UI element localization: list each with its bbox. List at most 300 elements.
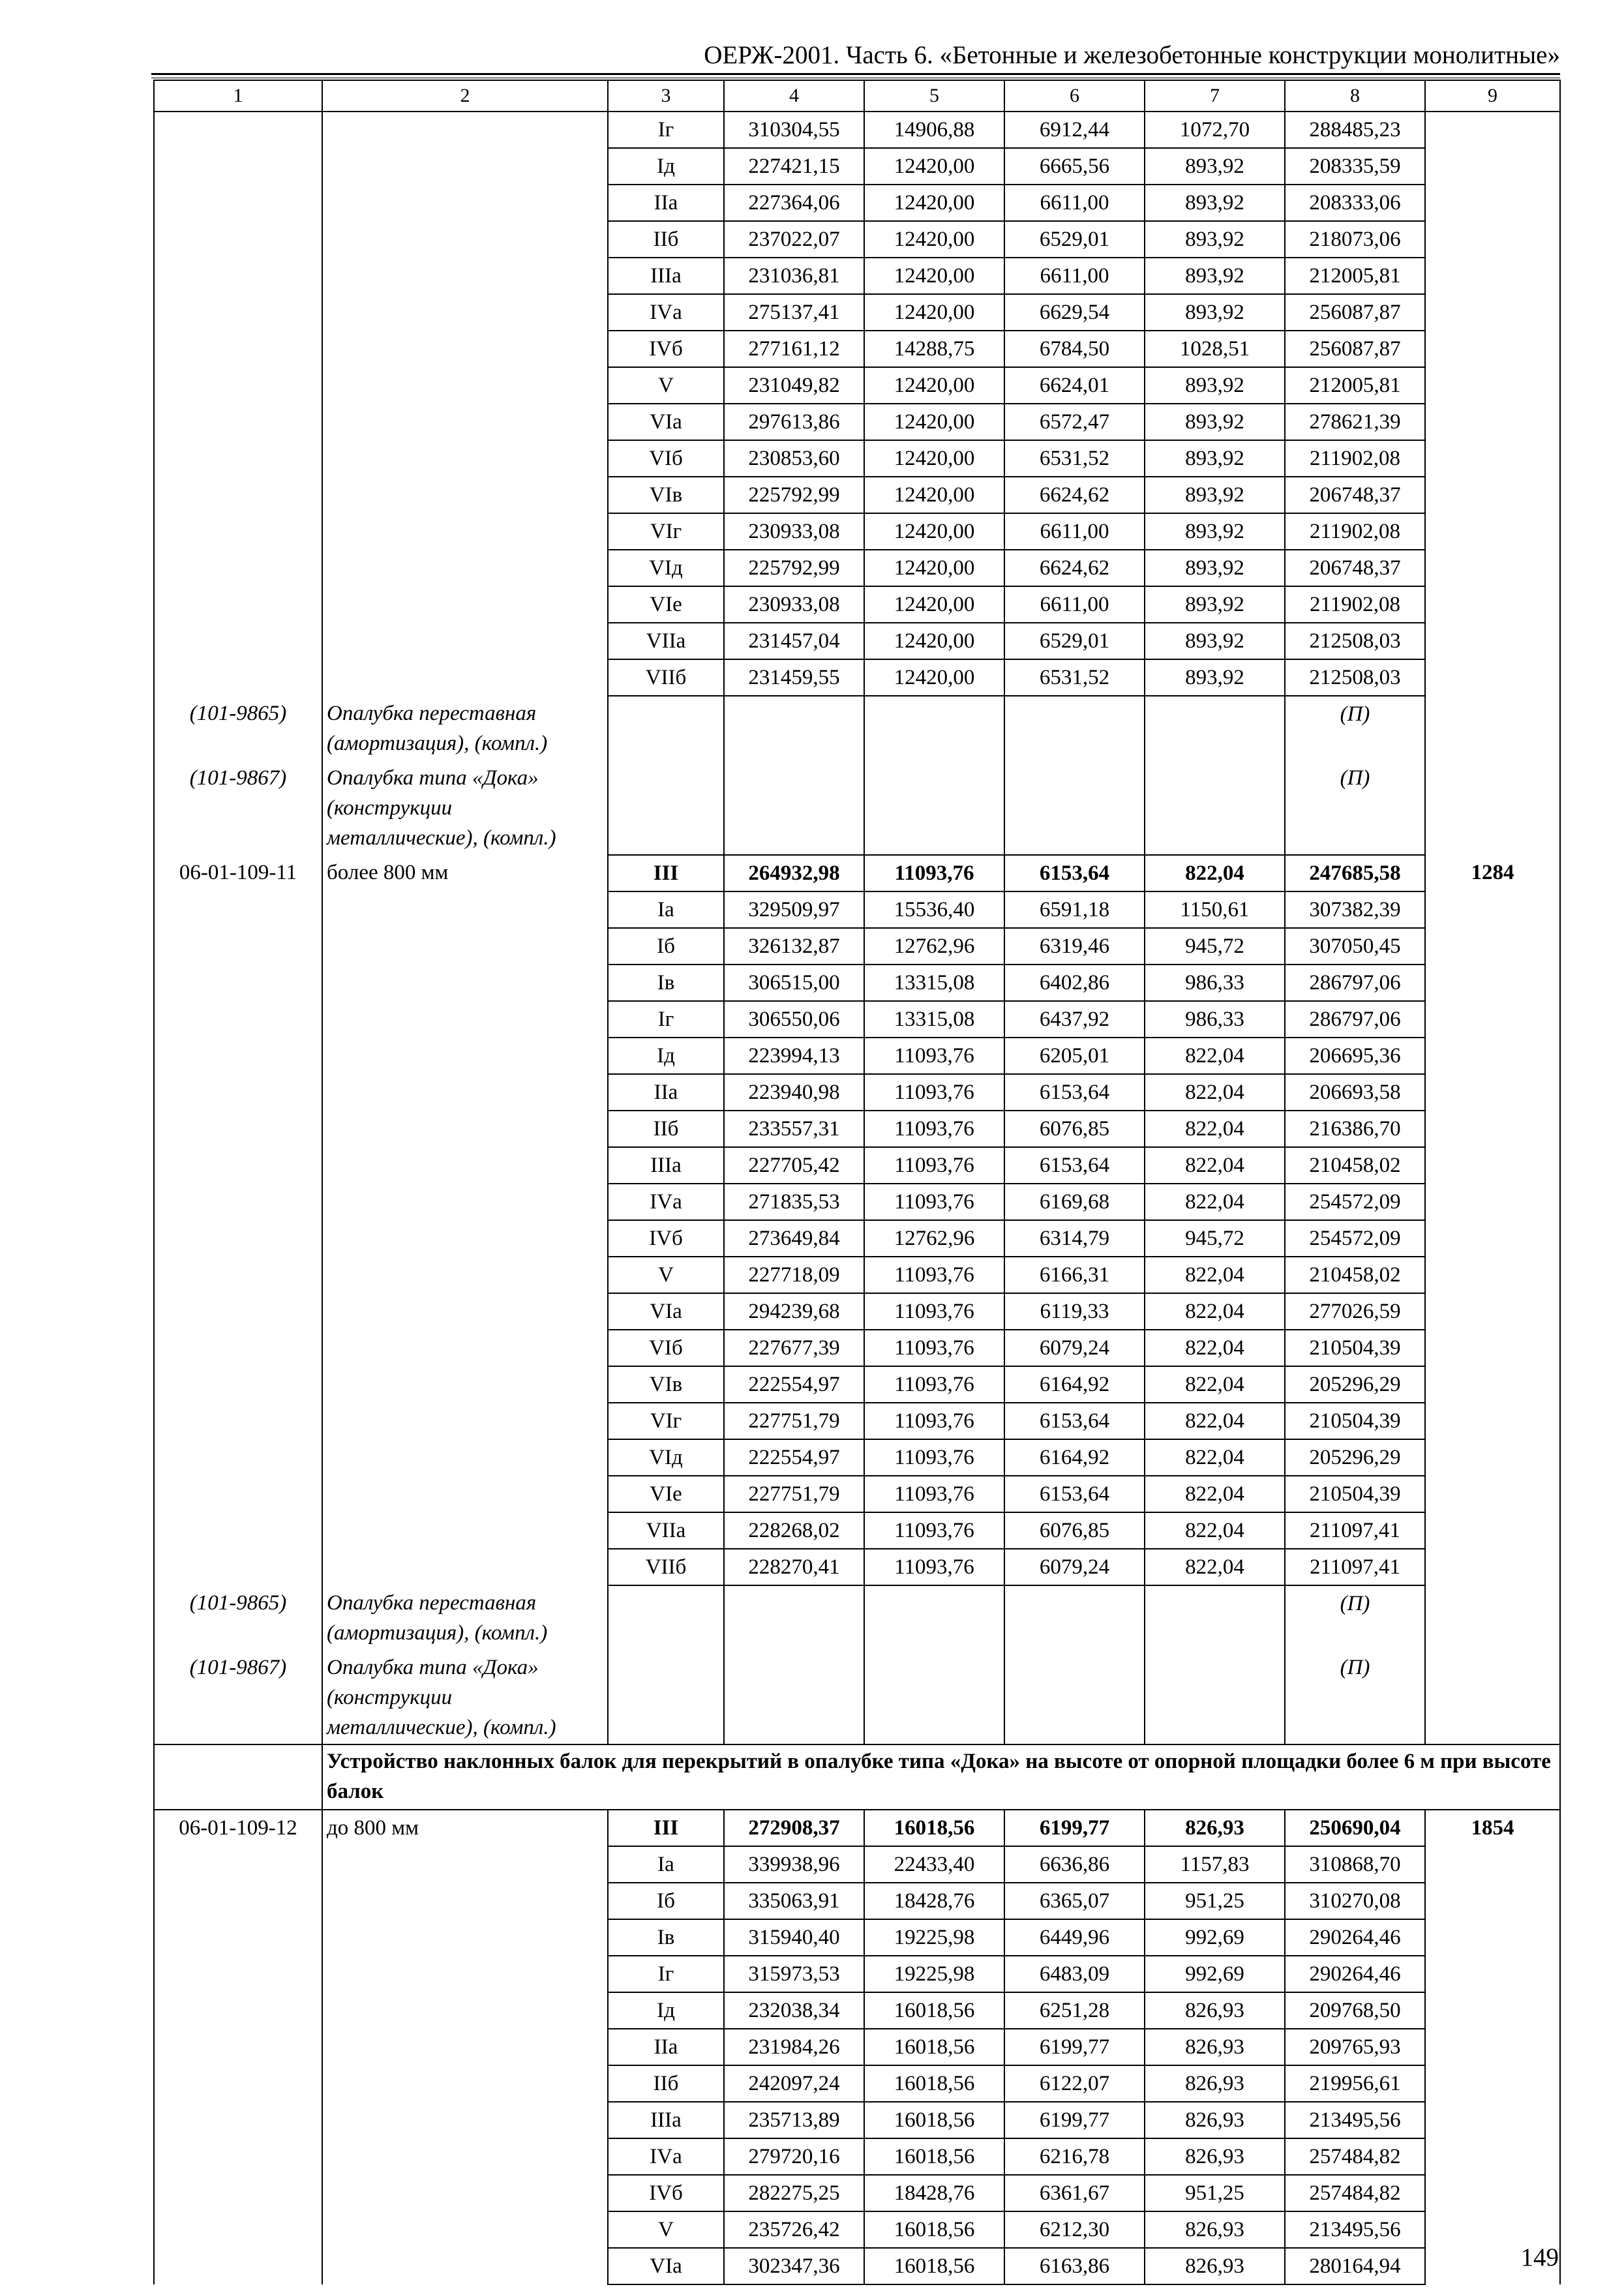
rate-code [154,623,322,659]
driver-wages-cell: 822,04 [1145,1038,1285,1074]
table-row [154,1220,1560,1257]
empty-cell [1425,1650,1560,1744]
wages-cell: 12420,00 [864,659,1004,696]
rate-code [154,1846,322,1883]
total-cost-cell: 282275,25 [724,2175,864,2211]
labor-cell [1425,1549,1560,1585]
driver-wages-cell: 822,04 [1145,1147,1285,1184]
wages-cell: 12420,00 [864,586,1004,623]
total-cost-cell: 227705,42 [724,1147,864,1184]
machine-cost-cell: 6153,64 [1004,1476,1145,1512]
empty-cell [864,1585,1004,1650]
zone-cell: VIIа [608,1512,724,1549]
column-number: 4 [724,80,864,112]
driver-wages-cell: 893,92 [1145,513,1285,550]
materials-cost-cell: 209765,93 [1285,2029,1425,2065]
materials-cost-cell: 205296,29 [1285,1366,1425,1403]
rate-code [154,2211,322,2248]
total-cost-cell: 231036,81 [724,258,864,294]
driver-wages-cell: 826,93 [1145,2138,1285,2175]
wages-cell: 11093,76 [864,1512,1004,1549]
table-row [154,586,1560,623]
zone-cell: VIе [608,586,724,623]
rate-code [154,659,322,696]
total-cost-cell: 225792,99 [724,550,864,586]
total-cost-cell: 310304,55 [724,112,864,148]
rate-description [322,1001,608,1038]
rate-description [322,440,608,477]
wages-cell: 11093,76 [864,1257,1004,1293]
machine-cost-cell: 6079,24 [1004,1330,1145,1366]
rate-description [322,1883,608,1919]
zone-cell: VIд [608,1439,724,1476]
empty-cell [1004,1650,1145,1744]
empty-cell [1004,1585,1145,1650]
rate-description [322,550,608,586]
wages-cell: 16018,56 [864,2211,1004,2248]
wages-cell: 14288,75 [864,331,1004,367]
table-row [154,367,1560,404]
materials-cost-cell: 212005,81 [1285,367,1425,404]
rate-description [322,659,608,696]
materials-cost-cell: 254572,09 [1285,1220,1425,1257]
total-cost-cell: 279720,16 [724,2138,864,2175]
empty-cell [154,1744,322,1810]
driver-wages-cell: 945,72 [1145,1220,1285,1257]
labor-cell [1425,294,1560,331]
table-row [154,2102,1560,2138]
table-row [154,294,1560,331]
driver-wages-cell: 822,04 [1145,1549,1285,1585]
resource-code: (101-9865) [154,696,322,760]
materials-cost-cell: 212508,03 [1285,623,1425,659]
rate-description [322,1476,608,1512]
driver-wages-cell: 893,92 [1145,477,1285,513]
wages-cell: 14906,88 [864,112,1004,148]
empty-cell [864,696,1004,760]
empty-cell [724,696,864,760]
total-cost-cell: 222554,97 [724,1439,864,1476]
driver-wages-cell: 822,04 [1145,1330,1285,1366]
rate-code [154,1330,322,1366]
header-rule [151,73,1560,75]
rate-code [154,258,322,294]
rate-code [154,367,322,404]
wages-cell: 16018,56 [864,2248,1004,2284]
rate-code: 06-01-109-11 [154,855,322,891]
wages-cell: 11093,76 [864,1439,1004,1476]
table-row [154,2248,1560,2284]
wages-cell: 11093,76 [864,1111,1004,1147]
zone-cell: Iд [608,1038,724,1074]
zone-cell: V [608,2211,724,2248]
labor-cell [1425,1956,1560,1992]
labor-cell [1425,2029,1560,2065]
rate-code [154,2175,322,2211]
driver-wages-cell: 986,33 [1145,1001,1285,1038]
table-row [154,1476,1560,1512]
wages-cell: 13315,08 [864,1001,1004,1038]
total-cost-cell: 222554,97 [724,1366,864,1403]
zone-cell: IVб [608,1220,724,1257]
rate-description [322,2138,608,2175]
table-row [154,1257,1560,1293]
wages-cell: 16018,56 [864,2138,1004,2175]
wages-cell: 12420,00 [864,550,1004,586]
driver-wages-cell: 822,04 [1145,1184,1285,1220]
machine-cost-cell: 6122,07 [1004,2065,1145,2102]
machine-cost-cell: 6402,86 [1004,965,1145,1001]
labor-cell [1425,1366,1560,1403]
rate-description [322,1038,608,1074]
machine-cost-cell: 6365,07 [1004,1883,1145,1919]
zone-cell: IVб [608,2175,724,2211]
zone-cell: IVа [608,294,724,331]
table-row [154,440,1560,477]
empty-cell [1145,760,1285,855]
zone-cell: IIIа [608,1147,724,1184]
rate-code [154,2102,322,2138]
empty-cell [1425,760,1560,855]
total-cost-cell: 223940,98 [724,1074,864,1111]
rate-description: до 800 мм [322,1810,608,1846]
table-row [154,1846,1560,1883]
machine-cost-cell: 6611,00 [1004,586,1145,623]
rate-code [154,1883,322,1919]
table-row [154,623,1560,659]
machine-cost-cell: 6153,64 [1004,1074,1145,1111]
labor-cell [1425,2175,1560,2211]
empty-cell [608,1585,724,1650]
resource-marker: (П) [1285,696,1425,760]
wages-cell: 12420,00 [864,221,1004,258]
resource-note-row [154,696,1560,760]
rate-code [154,1184,322,1220]
materials-cost-cell: 290264,46 [1285,1919,1425,1956]
machine-cost-cell: 6572,47 [1004,404,1145,440]
machine-cost-cell: 6119,33 [1004,1293,1145,1330]
wages-cell: 15536,40 [864,891,1004,928]
machine-cost-cell: 6624,62 [1004,477,1145,513]
zone-cell: III [608,855,724,891]
materials-cost-cell: 310868,70 [1285,1846,1425,1883]
zone-cell: V [608,1257,724,1293]
empty-cell [608,696,724,760]
table-row [154,965,1560,1001]
zone-cell: IVа [608,1184,724,1220]
wages-cell: 12420,00 [864,477,1004,513]
page-number: 149 [1520,2243,1559,2271]
driver-wages-cell: 893,92 [1145,294,1285,331]
table-row [154,112,1560,148]
rate-description [322,513,608,550]
table-row [154,891,1560,928]
zone-cell: VIе [608,1476,724,1512]
wages-cell: 19225,98 [864,1956,1004,1992]
rate-description [322,2175,608,2211]
rate-description [322,1293,608,1330]
total-cost-cell: 227677,39 [724,1330,864,1366]
column-number: 1 [154,80,322,112]
zone-cell: Iб [608,1883,724,1919]
total-cost-cell: 231457,04 [724,623,864,659]
materials-cost-cell: 212508,03 [1285,659,1425,696]
machine-cost-cell: 6163,86 [1004,2248,1145,2284]
rate-code [154,1919,322,1956]
rate-code [154,1549,322,1585]
labor-cell [1425,2211,1560,2248]
rate-code [154,1220,322,1257]
zone-cell: Iг [608,1001,724,1038]
machine-cost-cell: 6212,30 [1004,2211,1145,2248]
rate-description [322,623,608,659]
table-row [154,1147,1560,1184]
rate-description [322,367,608,404]
rate-code-row [154,855,1560,891]
labor-cell [1425,258,1560,294]
zone-cell: Iг [608,112,724,148]
empty-cell [864,1650,1004,1744]
driver-wages-cell: 992,69 [1145,1956,1285,1992]
materials-cost-cell: 256087,87 [1285,294,1425,331]
total-cost-cell: 227421,15 [724,148,864,185]
rate-description [322,1147,608,1184]
rate-code [154,1403,322,1439]
table-row [154,477,1560,513]
total-cost-cell: 273649,84 [724,1220,864,1257]
wages-cell: 16018,56 [864,2029,1004,2065]
rate-description [322,928,608,965]
machine-cost-cell: 6314,79 [1004,1220,1145,1257]
labor-cell [1425,1111,1560,1147]
table-row [154,331,1560,367]
total-cost-cell: 233557,31 [724,1111,864,1147]
machine-cost-cell: 6629,54 [1004,294,1145,331]
table-row [154,2175,1560,2211]
zone-cell: VIа [608,2248,724,2284]
empty-cell [1004,696,1145,760]
driver-wages-cell: 893,92 [1145,550,1285,586]
total-cost-cell: 302347,36 [724,2248,864,2284]
table-row [154,1366,1560,1403]
rate-code [154,2138,322,2175]
labor-cell [1425,1512,1560,1549]
wages-cell: 18428,76 [864,2175,1004,2211]
rate-code [154,294,322,331]
rate-description [322,1846,608,1883]
resource-code: (101-9867) [154,1650,322,1744]
rate-code: 06-01-109-12 [154,1810,322,1846]
driver-wages-cell: 893,92 [1145,185,1285,221]
wages-cell: 12762,96 [864,1220,1004,1257]
table-row [154,258,1560,294]
rate-description [322,1257,608,1293]
labor-cell [1425,440,1560,477]
wages-cell: 16018,56 [864,2102,1004,2138]
driver-wages-cell: 822,04 [1145,1293,1285,1330]
total-cost-cell: 277161,12 [724,331,864,367]
materials-cost-cell: 278621,39 [1285,404,1425,440]
machine-cost-cell: 6784,50 [1004,331,1145,367]
machine-cost-cell: 6636,86 [1004,1846,1145,1883]
labor-cell [1425,367,1560,404]
wages-cell: 12420,00 [864,513,1004,550]
machine-cost-cell: 6912,44 [1004,112,1145,148]
table-body [154,80,1560,2284]
rates-table [153,80,1561,2285]
labor-cell [1425,185,1560,221]
column-number: 2 [322,80,608,112]
table-row [154,1074,1560,1111]
total-cost-cell: 294239,68 [724,1293,864,1330]
driver-wages-cell: 893,92 [1145,440,1285,477]
rate-code [154,891,322,928]
total-cost-cell: 230933,08 [724,586,864,623]
rate-description [322,258,608,294]
driver-wages-cell: 986,33 [1145,965,1285,1001]
materials-cost-cell: 211902,08 [1285,440,1425,477]
labor-cell [1425,928,1560,965]
total-cost-cell: 237022,07 [724,221,864,258]
labor-cell [1425,477,1560,513]
rate-code [154,586,322,623]
rate-code [154,1147,322,1184]
total-cost-cell: 264932,98 [724,855,864,891]
driver-wages-cell: 992,69 [1145,1919,1285,1956]
wages-cell: 22433,40 [864,1846,1004,1883]
materials-cost-cell: 206693,58 [1285,1074,1425,1111]
labor-cell: 1854 [1425,1810,1560,1846]
materials-cost-cell: 277026,59 [1285,1293,1425,1330]
rate-description [322,294,608,331]
rate-code [154,1038,322,1074]
total-cost-cell: 223994,13 [724,1038,864,1074]
driver-wages-cell: 822,04 [1145,1476,1285,1512]
materials-cost-cell: 211902,08 [1285,513,1425,550]
materials-cost-cell: 213495,56 [1285,2211,1425,2248]
rate-code [154,112,322,148]
zone-cell: VIд [608,550,724,586]
labor-cell [1425,1992,1560,2029]
driver-wages-cell: 826,93 [1145,1992,1285,2029]
labor-cell [1425,1293,1560,1330]
zone-cell: IVа [608,2138,724,2175]
driver-wages-cell: 822,04 [1145,1111,1285,1147]
materials-cost-cell: 254572,09 [1285,1184,1425,1220]
resource-code: (101-9865) [154,1585,322,1650]
driver-wages-cell: 826,93 [1145,1810,1285,1846]
rate-code [154,2029,322,2065]
materials-cost-cell: 288485,23 [1285,112,1425,148]
labor-cell [1425,221,1560,258]
driver-wages-cell: 893,92 [1145,623,1285,659]
empty-cell [724,760,864,855]
labor-cell [1425,1038,1560,1074]
labor-cell [1425,1919,1560,1956]
materials-cost-cell: 210504,39 [1285,1330,1425,1366]
rate-description [322,2248,608,2284]
section-heading-row [154,1744,1560,1810]
column-number: 8 [1285,80,1425,112]
wages-cell: 11093,76 [864,855,1004,891]
materials-cost-cell: 250690,04 [1285,1810,1425,1846]
rate-description [322,1074,608,1111]
total-cost-cell: 242097,24 [724,2065,864,2102]
total-cost-cell: 329509,97 [724,891,864,928]
driver-wages-cell: 893,92 [1145,221,1285,258]
zone-cell: Iг [608,1956,724,1992]
rate-description [322,1512,608,1549]
rate-code [154,185,322,221]
resource-note-row [154,1650,1560,1744]
machine-cost-cell: 6611,00 [1004,185,1145,221]
total-cost-cell: 231459,55 [724,659,864,696]
driver-wages-cell: 893,92 [1145,404,1285,440]
materials-cost-cell: 208333,06 [1285,185,1425,221]
wages-cell: 11093,76 [864,1038,1004,1074]
rate-code [154,1956,322,1992]
table-row [154,148,1560,185]
wages-cell: 11093,76 [864,1403,1004,1439]
table-row [154,1883,1560,1919]
rate-description [322,1220,608,1257]
rate-description [322,1111,608,1147]
zone-cell: VIв [608,1366,724,1403]
resource-note-row [154,760,1560,855]
rate-code [154,404,322,440]
labor-cell [1425,1883,1560,1919]
total-cost-cell: 271835,53 [724,1184,864,1220]
machine-cost-cell: 6251,28 [1004,1992,1145,2029]
materials-cost-cell: 256087,87 [1285,331,1425,367]
labor-cell [1425,2065,1560,2102]
zone-cell: IIIа [608,258,724,294]
resource-note-row [154,1585,1560,1650]
zone-cell: VIIб [608,659,724,696]
zone-cell: IIа [608,2029,724,2065]
driver-wages-cell: 893,92 [1145,258,1285,294]
table-row [154,1549,1560,1585]
column-number: 7 [1145,80,1285,112]
total-cost-cell: 315940,40 [724,1919,864,1956]
total-cost-cell: 228270,41 [724,1549,864,1585]
labor-cell [1425,891,1560,928]
driver-wages-cell: 826,93 [1145,2102,1285,2138]
resource-marker: (П) [1285,760,1425,855]
rate-description [322,1439,608,1476]
rate-description [322,221,608,258]
table-row [154,1001,1560,1038]
empty-cell [724,1650,864,1744]
page-header: ОЕРЖ-2001. Часть 6. «Бетонные и железобетонные конструкции монолитные» [704,41,1560,69]
machine-cost-cell: 6319,46 [1004,928,1145,965]
materials-cost-cell: 257484,82 [1285,2138,1425,2175]
zone-cell: Iа [608,1846,724,1883]
empty-cell [608,760,724,855]
machine-cost-cell: 6164,92 [1004,1366,1145,1403]
wages-cell: 11093,76 [864,1549,1004,1585]
driver-wages-cell: 822,04 [1145,1403,1285,1439]
zone-cell: VIIб [608,1549,724,1585]
materials-cost-cell: 210504,39 [1285,1476,1425,1512]
total-cost-cell: 272908,37 [724,1810,864,1846]
rate-description [322,1403,608,1439]
labor-cell [1425,148,1560,185]
resource-code: (101-9867) [154,760,322,855]
total-cost-cell: 235726,42 [724,2211,864,2248]
zone-cell: Iб [608,928,724,965]
materials-cost-cell: 205296,29 [1285,1439,1425,1476]
